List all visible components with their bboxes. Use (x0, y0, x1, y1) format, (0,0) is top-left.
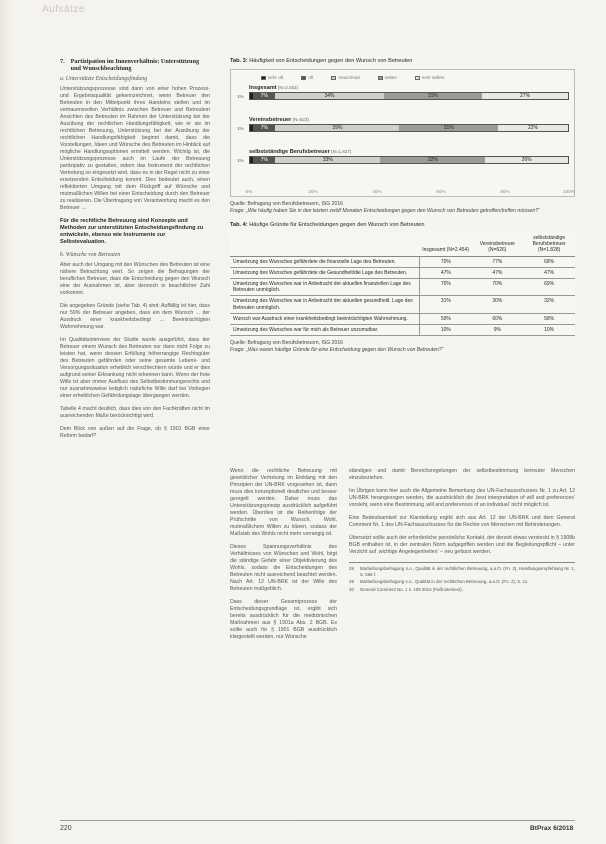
table-cell: 31% (420, 296, 472, 313)
table-header-row (230, 233, 575, 256)
table-row (230, 313, 575, 324)
legend-item (378, 74, 397, 81)
bar-segment: 26% (485, 157, 568, 163)
table-row (230, 267, 575, 278)
table-cell: 9% (472, 325, 524, 336)
footnote: 29 Marbeßungsbefragung s.o., Qualität in der rechtlichen Betreuung, a.a.O. (Fn. 2), S. 11. (349, 579, 529, 585)
subsection-b-title: b. Wünsche von Betreuten (60, 251, 121, 258)
table-4-title: Tab. 4: Häufige Gründe für Entscheidungen gegen den Wunsch von Betreuten (230, 222, 425, 228)
highlight-paragraph: Für die rechtliche Betreuung sind Konzepte und Methoden zur unterstützten Entscheidungsfindung zu entwickeln, ebenso wie Instrumente zur Selbstevaluation. (60, 217, 204, 245)
text-column-b: ständigen und damit Bereichsregelungen der selbstbestimmung betreuter Menschen einzubeziehen. Im Übrigen kann hier auch die Allgemeine Bemerkung des UN-Fachausschusses Nr. 1 zu Art. 12 UN-BRK herangezogen werden, die ausdrücklich die ‚best interpretation of will and preferences‘ vorsieht, wenn eine Bestimmung ‚will and preferences of an individual‘ nicht möglich ist. Eine Bedeutsamkeit zur Klarstellung ergibt sich aus Art. 12 der UN-BRK und dem General Comment Nr. 1 des UN-Fachausschusses für die Rechte von Menschen mit Behinderungen. Übersetzt sollte auch der erforderliche persönliche Kontakt, der derzeit etwas versteckt in § 1908b BGB enthalten ist, in der zentralen Norm aufgegriffen werden und die Begleitungspflicht – unter Verzicht auf ‚wichtige Angelegenheiten‘ – neu gefasst werden. 28 Marbeßungsbefragung s.o., Qualität in der rechtlichen Betreuung, a.a.O. (Fn. 2), Handlungsempfehlung Nr. 1, S. 566 f. 29 Marbeßungsbefragung s.o., Qualität in der rechtlichen Betreuung, a.a.O. (Fn. 2), S. 11. 30 General Comment No. 1 s. 109 2014 (Fußnotentext). (349, 468, 575, 592)
col-header-selbst: selbstständige Berufsbetreuer (N=1.828) (523, 233, 575, 256)
stacked-bar (249, 156, 569, 164)
footnote: 30 General Comment No. 1 s. 109 2014 (Fußnotentext). (349, 586, 463, 592)
legend-label: sehr selten (421, 75, 445, 80)
table-row (230, 256, 575, 267)
bar-first-segment-label: 1% (237, 126, 244, 131)
bar-first-segment-label: 1% (237, 158, 244, 163)
bar-segment: 22% (498, 125, 568, 131)
x-tick-label: 20% (308, 189, 318, 194)
left-column (60, 58, 210, 446)
legend-label: manchmal (338, 75, 360, 80)
section-number: 7. (60, 58, 65, 65)
reasons-table (230, 233, 575, 336)
bar-group-title: selbstständige Berufsbetreuer (N=1.827) (249, 149, 352, 155)
paragraph-5: Tabelle 4 macht deutlich, dass dies von den Fachkräften nicht im ausreichenden Maße berücksichtigt wird. (60, 405, 210, 419)
table-3-title: Tab. 3: Häufigkeit von Entscheidungen gegen den Wunsch von Betreuten (230, 58, 413, 64)
table-cell: 32% (523, 296, 575, 313)
legend-label: selten (384, 75, 397, 80)
table-cell: 47% (420, 267, 472, 278)
table-3-source: Quelle: Befragung von Berufsbetreuern, ISG 2016 Frage: „Wie häufig haben Sie in den letzten zwölf Monaten Entscheidungen gegen den Wunsch von Betreuten getroffen/treffen müssen?“ (230, 201, 540, 214)
chart-legend (261, 74, 444, 81)
page-number: 220 (60, 825, 72, 832)
stacked-bar (249, 92, 569, 100)
x-tick-label: 100% (563, 189, 575, 194)
legend-label: oft (308, 75, 314, 80)
subsection-a-title: a. Unterstützte Entscheidungsfindung (60, 75, 148, 82)
x-tick-label: 80% (500, 189, 510, 194)
table-cell: 47% (523, 267, 575, 278)
table-cell: 68% (523, 256, 575, 267)
paragraph-6: Dem Blick von außen auf die Frage, ob § 1901 BGB einer Reform bedarf? (60, 425, 210, 439)
table-cell: 59% (420, 313, 472, 324)
table-cell: 70% (472, 279, 524, 296)
table-cell: 47% (472, 267, 524, 278)
row-label: Wunsch war Ausdruck einer krankheitsbedingt beeinträchtigten Wahrnehmung. (230, 313, 420, 324)
table-cell: 10% (523, 325, 575, 336)
journal-name: BtPrax 6/2018 (530, 825, 574, 832)
table-cell: 70% (420, 279, 472, 296)
footnote: 28 Marbeßungsbefragung s.o., Qualität in der rechtlichen Betreuung, a.a.O. (Fn. 2), Handlungsempfehlung Nr. 1, S. 566 f. (349, 566, 575, 577)
section-heading (60, 58, 210, 73)
bar-group-title: Vereinsbetreuer (N=623) (249, 117, 309, 123)
bar-group-title: Insgesamt (N=2.452) (249, 85, 299, 91)
row-label: Umsetzung des Wunsches war in Anbetracht der aktuellen finanziellen Lage des Betreuten unmöglich. (230, 279, 420, 296)
section-title: Partizipation im Innenverhältnis: Unterstützung und Wunschbeachtung (70, 58, 200, 73)
row-label: Umsetzung des Wunsches war in Anbetracht der aktuellen gesundheitl. Lage des Betreuten unmöglich. (230, 296, 420, 313)
table-row (230, 296, 575, 313)
paragraph-3: Die angegeben Gründe (siehe Tab. 4) sind: Auffällig ist hier, dass nur 59% der Betreuer angeben, dass ein dem Wunsch ... der Ausdruck einer krankheitsbedingt ... Beeinträchtigten Wahrnehmung war. (60, 302, 210, 330)
footer-rule (60, 820, 575, 821)
bar-segment: 33% (275, 157, 380, 163)
bar-segment: 39% (275, 125, 399, 131)
legend-item (331, 74, 359, 81)
bar-segment: 7% (253, 157, 275, 163)
legend-item (301, 74, 313, 81)
col-header-total: Insgesamt (N=2.454) (420, 233, 472, 256)
x-tick-label: 0% (245, 189, 253, 194)
col-header-verein: Vereinsbetreuer (N=626) (472, 233, 524, 256)
legend-label: sehr oft (268, 75, 284, 80)
stacked-bar (249, 124, 569, 132)
x-tick-label: 60% (436, 189, 446, 194)
right-column (230, 58, 575, 353)
bottom-text-columns (230, 468, 575, 647)
table-cell: 10% (420, 325, 472, 336)
row-label: Umsetzung des Wunsches gefährdete die finanzielle Lage des Betreuten. (230, 256, 420, 267)
footnotes (349, 562, 575, 592)
table-cell: 30% (472, 296, 524, 313)
table-row (230, 279, 575, 296)
paragraph-2: Aber auch der Umgang mit den Wünschen des Betreuten ist eine nähere Betrachtung wert. So zeigen die Befragungen der beruflichen Betreuer, dass die Entscheidung gegen den Wunsch eine der Ausnahmen ist, aber dennoch in beachtlicher Zahl vorkommt. (60, 261, 210, 296)
bar-segment: 32% (380, 157, 485, 163)
bar-segment: 7% (253, 125, 275, 131)
row-label: Umsetzung des Wunsches war für mich als Betreuer unzumutbar. (230, 325, 420, 336)
table-row (230, 325, 575, 336)
text-column-a: Wenn die rechtliche Betreuung mit gesetzlicher Vertretung im Einklang mit den Prinzipien der UN-BRK vorgesehen ist, dann muss dies konzeptionell deutlicher und besser geregelt werden. Daher muss das Unterstützungsprinzip ausdrücklich aufgeführt werden. Überdies ist die Reihenfolge der Prüfschritte von Wunsch, Wohl, mutmaßlichem Willen zu klären, sodass der Maßstab des Wohls nicht mehr vorrangig ist. Dieses Spannungsverhältnis des Verhältnisses von Wünschen und Wohl, birgt die ständige Gefahr einer Objektivierung des Wohls, sodass die Entscheidungen des Betreuten nicht ausreichend beachtet werden. Nach Art. 12 UN-BRK ist der Wille des Betreuten maßgeblich. Dass dieser Gesamtprozess der Entscheidungsgrundlage ist, ergibt sich bereits ausdrücklich für die medizinischen Maßnahmen aus § 1901a Abs. 2 BGB. Es sollte auch für § 1901 BGB ausdrücklich klargestellt werden, nur Wünsche (230, 468, 337, 640)
paragraph-1: Unterstützungsprozesse sind dann von einer hohen Prozess- und Ergebnisqualität gekennzeichnet, wenn Betreuer den Betreuten in den Mittelpunkt ihres Handelns stellen und im vertrauensvollen Verhältnis zwischen Betreuer und Betreutem Ansichten des Betreuten im Rahmen der Unterstützung bei der Ausübung der rechtlichen Handlungsfähigkeit, wie er sie im rechtlichen Betreuung, Unterstützung bei der Ausübung der rechtlichen Handlungsfähigkeit beginnt damit, dass die Vorstellungen, Ideen und Wünsche des Betreuten im Hinblick auf mögliche Handlungsoptionen ermittelt werden. Wichtig ist, die Unterstützungsprozesse auch im Laufe der Betreuung partizipativ zu gestalten, indem das Instrument der rechtlichen Vertretung so eingesetzt wird, dass es in der Regel nicht zu einer ersetzenden Entscheidung kommt. Dies bedeutet auch, einen reflektierten Umgang mit dem Rückgriff auf Wünsche und mutmaßlichen Willen bei einer Entscheidung durch den Betreuer zu realisieren. Die Übertragung von Verantwortung macht es den Betreuer ... (60, 85, 210, 211)
row-label: Umsetzung des Wunsches gefährdete die Gesundheit/die Lage des Betreuten. (230, 267, 420, 278)
bar-first-segment-label: 1% (237, 94, 244, 99)
legend-swatch (261, 76, 266, 80)
bar-segment: 34% (275, 93, 383, 99)
bar-segment: 7% (253, 93, 275, 99)
paragraph-4: Im Qualitätsinterview der Studie wurde ausgeführt, dass der Betreuer einem Wunsch des Betreuten nur dann nicht Folge zu leisten hat, wenn dessen Erfüllung höherrangige Rechtsgüter des Betreuten gefährden oder seine gesamte Lebens- und Versorgungssituation erheblich verschlechtern würde und er dies aufgrund seiner Erkrankung nicht erkennen kann. Wenn der freie Wille ist aber immer Ausfluss des Selbstbestimmungsrechts und nur ausnahmsweise lediglich natürliche Wille darf bei Vorliegen einer erheblichen Gefährdungslage übergangen werden. (60, 336, 210, 399)
legend-swatch (331, 76, 336, 80)
header-section-tag: Aufsätze (42, 4, 85, 15)
bar-segment: 31% (399, 125, 498, 131)
table-cell: 69% (523, 279, 575, 296)
bar-segment: 27% (482, 93, 568, 99)
table-cell: 58% (523, 313, 575, 324)
x-axis (245, 188, 575, 194)
legend-swatch (415, 76, 420, 80)
table-cell: 70% (420, 256, 472, 267)
table-cell: 77% (472, 256, 524, 267)
bar-segment: 31% (384, 93, 483, 99)
legend-item (261, 74, 283, 81)
legend-swatch (301, 76, 306, 80)
table-4-source: Quelle: Befragung von Berufsbetreuern, ISG 2016 Frage: „Was waren häufige Gründe für eine Entscheidung gegen den Wunsch von Betreuten?“ (230, 340, 444, 353)
table-cell: 60% (472, 313, 524, 324)
stacked-bar-chart (230, 69, 575, 197)
legend-swatch (378, 76, 383, 80)
x-tick-label: 40% (372, 189, 382, 194)
legend-item (415, 74, 444, 81)
